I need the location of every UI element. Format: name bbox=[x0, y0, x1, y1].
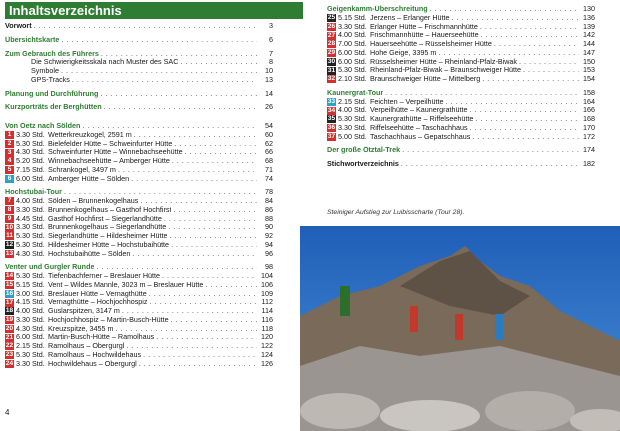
toc-entry-title: Planung und Durchführung bbox=[5, 89, 99, 98]
toc-page-number: 14 bbox=[265, 88, 273, 98]
tour-title: Amberger Hütte – Sölden bbox=[48, 174, 130, 183]
dot-leader bbox=[523, 66, 579, 75]
tour-duration: 5.30 Std. bbox=[338, 65, 367, 75]
tour-duration: 5.15 Std. bbox=[16, 279, 45, 289]
tour-number-badge: 14 bbox=[5, 272, 14, 280]
toc-page-number: 84 bbox=[265, 196, 273, 205]
tour-number-badge: 19 bbox=[5, 316, 14, 324]
tour-title: Verpeilhütte – Kaunergrathütte bbox=[370, 106, 468, 115]
tour-duration: 4.30 Std. bbox=[16, 248, 45, 258]
toc-entry[interactable] bbox=[5, 76, 273, 85]
toc-entry[interactable] bbox=[5, 360, 273, 369]
tour-title: Taschachhaus – Gepatschhaus bbox=[370, 132, 471, 141]
dot-leader bbox=[104, 103, 257, 112]
tour-title: Erlanger Hütte – Frischmannhütte bbox=[370, 22, 478, 31]
tour-title: Rüsselsheimer Hütte – Rheinland-Pfalz-Biwak bbox=[370, 57, 518, 66]
toc-page-number: 182 bbox=[583, 159, 595, 168]
toc-entry[interactable] bbox=[5, 325, 273, 334]
toc-entry-title: Von Oetz nach Sölden bbox=[5, 122, 81, 130]
tour-duration: 6.00 Std. bbox=[16, 173, 45, 183]
toc-entry-title: Zum Gebrauch des Führers bbox=[5, 49, 99, 58]
dot-leader bbox=[171, 241, 257, 250]
toc-page-number: 120 bbox=[261, 332, 273, 342]
tour-number-badge: 31 bbox=[327, 66, 336, 74]
toc-entry-title: Übersichtskarte bbox=[5, 35, 60, 44]
tour-number-badge: 32 bbox=[327, 75, 336, 83]
toc-page-number: 71 bbox=[265, 164, 273, 174]
toc-entry[interactable] bbox=[327, 14, 595, 23]
toc-entry[interactable] bbox=[5, 166, 273, 175]
tour-number-badge: 34 bbox=[327, 106, 336, 114]
toc-entry[interactable] bbox=[5, 316, 273, 325]
tour-number-badge: 36 bbox=[327, 124, 336, 132]
tour-number-badge: 28 bbox=[327, 40, 336, 48]
tour-duration: 4.00 Std. bbox=[338, 30, 367, 40]
dot-leader bbox=[173, 206, 257, 215]
tour-number-badge: 35 bbox=[327, 115, 336, 123]
toc-page-number: 170 bbox=[583, 122, 595, 132]
toc-entry[interactable] bbox=[5, 188, 273, 197]
tour-duration: 4.15 Std. bbox=[16, 297, 45, 307]
dot-leader bbox=[385, 89, 579, 98]
tour-number-badge: 7 bbox=[5, 197, 14, 205]
toc-page-number: 158 bbox=[583, 87, 595, 97]
dot-leader bbox=[61, 36, 257, 45]
toc-page-number: 153 bbox=[583, 65, 595, 75]
toc-entry[interactable] bbox=[5, 148, 273, 157]
tour-title: Ramolhaus – Hochwildehaus bbox=[48, 350, 142, 359]
toc-entry[interactable] bbox=[327, 23, 595, 32]
toc-entry[interactable] bbox=[327, 66, 595, 75]
tour-number-badge: 37 bbox=[327, 132, 336, 140]
tour-title: Hohe Geige, 3395 m bbox=[370, 48, 437, 57]
toc-page-number: 104 bbox=[261, 271, 273, 280]
toc-entry-title: Kurzporträts der Berghütten bbox=[5, 103, 102, 112]
tour-duration: 6.00 Std. bbox=[338, 56, 367, 66]
toc-entry[interactable] bbox=[5, 122, 273, 131]
toc-right-column bbox=[327, 5, 595, 169]
tour-duration: 4.00 Std. bbox=[338, 105, 367, 115]
dot-leader bbox=[82, 122, 257, 131]
dot-leader bbox=[446, 98, 579, 107]
tour-title: Kaunergrathütte – Riffelseehütte bbox=[370, 115, 474, 123]
tour-number-badge: 8 bbox=[5, 206, 14, 214]
toc-page-number: 130 bbox=[583, 4, 595, 13]
dot-leader bbox=[101, 50, 257, 59]
toc-page-number: 154 bbox=[583, 74, 595, 83]
tour-number-badge: 21 bbox=[5, 333, 14, 341]
tour-title: Vernagthütte – Hochjochhospiz bbox=[48, 298, 148, 307]
tour-number-badge: 6 bbox=[5, 175, 14, 183]
toc-entry[interactable] bbox=[5, 22, 273, 31]
toc-entry-title: Kaunergrat-Tour bbox=[327, 88, 384, 97]
toc-entry[interactable] bbox=[5, 90, 273, 99]
tour-duration: 7.15 Std. bbox=[16, 164, 45, 174]
dot-leader bbox=[164, 215, 257, 224]
tour-title: Schweinfurter Hütte – Winnebachseehütte bbox=[48, 148, 183, 157]
toc-page-number: 172 bbox=[583, 131, 595, 141]
tour-number-badge: 17 bbox=[5, 298, 14, 306]
tour-duration: 7.00 Std. bbox=[338, 39, 367, 48]
tour-title: Rheinland-Pfalz-Biwak – Braunschweiger Hütte bbox=[370, 66, 522, 75]
tour-duration: 3.30 Std. bbox=[16, 222, 45, 232]
toc-page-number: 8 bbox=[269, 57, 273, 67]
dot-leader bbox=[134, 131, 257, 140]
toc-entry[interactable] bbox=[5, 281, 273, 290]
toc-entry[interactable] bbox=[5, 131, 273, 140]
toc-entry[interactable] bbox=[5, 351, 273, 360]
dot-leader bbox=[185, 148, 257, 157]
toc-page-number: 60 bbox=[265, 129, 273, 139]
tour-number-badge: 20 bbox=[5, 324, 14, 332]
tour-number-badge: 9 bbox=[5, 215, 14, 223]
toc-entry[interactable] bbox=[5, 206, 273, 215]
toc-page-number: 136 bbox=[583, 12, 595, 22]
page-number: 4 bbox=[5, 408, 10, 417]
tour-number-badge: 11 bbox=[6, 232, 13, 240]
dot-leader bbox=[150, 298, 258, 307]
mountain-photo bbox=[300, 226, 620, 431]
tour-duration: 5.30 Std. bbox=[16, 231, 45, 240]
tour-duration: 5.30 Std. bbox=[16, 271, 45, 280]
dot-leader bbox=[470, 106, 579, 115]
toc-entry[interactable] bbox=[5, 298, 273, 307]
toc-page-number: 68 bbox=[265, 156, 273, 165]
dot-leader bbox=[174, 140, 257, 149]
toc-entry[interactable] bbox=[327, 31, 595, 40]
toc-page-number: 66 bbox=[265, 147, 273, 157]
tour-number-badge: 4 bbox=[5, 157, 14, 165]
tour-title: Hochwildehaus – Obergurgl bbox=[48, 359, 137, 368]
tour-duration: 4.00 Std. bbox=[16, 306, 45, 315]
toc-entry[interactable] bbox=[5, 175, 273, 184]
tour-number-badge: 18 bbox=[5, 307, 14, 315]
tour-number-badge: 16 bbox=[5, 289, 14, 297]
tour-number-badge: 26 bbox=[327, 22, 336, 30]
tour-title: Braunschweiger Hütte – Mittelberg bbox=[370, 75, 481, 83]
dot-leader bbox=[438, 49, 579, 58]
dot-leader bbox=[122, 307, 257, 316]
toc-page-number: 86 bbox=[265, 204, 273, 214]
dot-leader bbox=[118, 166, 257, 175]
tour-duration: 3.30 Std. bbox=[16, 358, 45, 368]
dot-leader bbox=[482, 75, 579, 84]
dot-leader bbox=[205, 281, 257, 290]
tour-title: Jerzens – Erlanger Hütte bbox=[370, 13, 450, 22]
tour-title: Vent – Wildes Mannle, 3023 m – Breslauer Hütte bbox=[48, 280, 204, 289]
tour-title: Winnebachseehütte – Amberger Hütte bbox=[48, 157, 170, 165]
toc-page-number: 124 bbox=[261, 349, 273, 359]
dot-leader bbox=[475, 115, 579, 124]
toc-page-number: 98 bbox=[265, 262, 273, 272]
toc-page-number: 164 bbox=[583, 96, 595, 106]
dot-leader bbox=[34, 22, 257, 31]
toc-page-number: 96 bbox=[265, 248, 273, 258]
tour-duration: 4.45 Std. bbox=[16, 213, 45, 223]
toc-entry[interactable] bbox=[5, 241, 273, 250]
dot-leader bbox=[116, 325, 257, 334]
tour-title: Schrankogel, 3497 m bbox=[48, 165, 116, 174]
toc-page-number: 78 bbox=[265, 187, 273, 197]
tour-duration: 6.00 Std. bbox=[16, 332, 45, 342]
toc-entry[interactable] bbox=[327, 146, 595, 155]
toc-entry-title: Vorwort bbox=[5, 22, 32, 30]
tour-duration: 3.30 Std. bbox=[16, 129, 45, 139]
dot-leader bbox=[149, 290, 257, 299]
toc-entry[interactable] bbox=[5, 50, 273, 59]
photo-caption: Steiniger Aufstieg zur Luibisscharte (Tour 28). bbox=[327, 209, 465, 216]
tour-number-badge: 22 bbox=[5, 342, 14, 350]
dot-leader bbox=[126, 342, 257, 351]
toc-page-number: 74 bbox=[265, 173, 273, 183]
tour-duration: 3.30 Std. bbox=[338, 21, 367, 31]
tour-duration: 2.15 Std. bbox=[16, 341, 45, 350]
tour-title: Ramolhaus – Obergurgl bbox=[48, 342, 125, 350]
page-title: Inhaltsverzeichnis bbox=[5, 2, 303, 19]
tour-title: Siegerlandhütte – Hildesheimer Hütte bbox=[48, 232, 168, 240]
toc-entry-title: Venter und Gurgler Runde bbox=[5, 263, 95, 272]
toc-page-number: 6 bbox=[269, 34, 273, 44]
tour-title: Hochjochhospiz – Martin-Busch-Hütte bbox=[48, 315, 169, 324]
toc-entry[interactable] bbox=[5, 307, 273, 316]
tour-title: Martin-Busch-Hütte – Ramolhaus bbox=[48, 333, 155, 342]
tour-number-badge: 24 bbox=[5, 359, 14, 367]
dot-leader bbox=[132, 250, 257, 259]
dot-leader bbox=[480, 23, 579, 32]
toc-entry[interactable] bbox=[5, 290, 273, 299]
tour-number-badge: 12 bbox=[5, 241, 14, 249]
toc-entry[interactable] bbox=[5, 272, 273, 281]
toc-page-number: 3 bbox=[269, 21, 273, 30]
toc-page-number: 126 bbox=[261, 358, 273, 368]
toc-page-number: 90 bbox=[265, 222, 273, 232]
tour-number-badge: 2 bbox=[5, 140, 14, 148]
toc-entry[interactable] bbox=[5, 342, 273, 351]
toc-entry[interactable] bbox=[5, 197, 273, 206]
toc-entry[interactable] bbox=[5, 215, 273, 224]
toc-page-number: 116 bbox=[261, 314, 273, 324]
tour-title: Tiefenbachferner – Breslauer Hütte bbox=[48, 272, 160, 280]
tour-number-badge: 13 bbox=[5, 249, 14, 257]
tour-duration: 6.00 Std. bbox=[338, 47, 367, 57]
toc-entry[interactable] bbox=[327, 75, 595, 84]
dot-leader bbox=[61, 67, 257, 76]
toc-page-number: 109 bbox=[261, 288, 273, 298]
tour-number-badge: 3 bbox=[5, 149, 14, 157]
tour-title: Hauerseehütte – Rüsselsheimer Hütte bbox=[370, 40, 492, 48]
tour-title: Feichten – Verpeilhütte bbox=[370, 97, 444, 106]
toc-page-number: 106 bbox=[261, 279, 273, 289]
tour-duration: 5.30 Std. bbox=[16, 349, 45, 359]
tour-duration: 3.00 Std. bbox=[16, 288, 45, 298]
toc-entry-title: Symbole bbox=[31, 67, 59, 75]
toc-entry[interactable] bbox=[5, 103, 273, 112]
toc-page-number: 7 bbox=[269, 48, 273, 58]
dot-leader bbox=[131, 175, 257, 184]
toc-page-number: 88 bbox=[265, 213, 273, 223]
toc-entry[interactable] bbox=[5, 58, 273, 67]
tour-title: Breslauer Hütte – Vernagthütte bbox=[48, 289, 147, 298]
tour-duration: 5.00 Std. bbox=[338, 131, 367, 141]
tour-title: Riffelseehütte – Taschachhaus bbox=[370, 123, 468, 132]
dot-leader bbox=[402, 146, 579, 155]
tour-title: Gasthof Hochfirst – Siegerlandhütte bbox=[48, 214, 162, 223]
toc-entry[interactable] bbox=[5, 263, 273, 272]
toc-entry[interactable] bbox=[5, 250, 273, 259]
toc-page-number: 118 bbox=[261, 323, 273, 333]
toc-entry[interactable] bbox=[327, 133, 595, 142]
dot-leader bbox=[96, 263, 257, 272]
toc-entry-title: GPS-Tracks bbox=[31, 75, 70, 84]
toc-page-number: 142 bbox=[583, 30, 595, 40]
toc-entry-title: Stichwortverzeichnis bbox=[327, 160, 399, 168]
tour-title: Hochstubaihütte – Sölden bbox=[48, 249, 131, 258]
tour-duration: 5.15 Std. bbox=[338, 12, 367, 22]
tour-number-badge: 10 bbox=[5, 223, 14, 231]
toc-page-number: 122 bbox=[261, 341, 273, 350]
dot-leader bbox=[180, 58, 257, 67]
tour-duration: 5.30 Std. bbox=[16, 138, 45, 148]
dot-leader bbox=[430, 5, 579, 14]
toc-page-number: 144 bbox=[583, 39, 595, 48]
dot-leader bbox=[401, 160, 579, 169]
tour-duration: 3.30 Std. bbox=[338, 122, 367, 132]
toc-entry[interactable] bbox=[5, 67, 273, 76]
tour-duration: 4.30 Std. bbox=[16, 323, 45, 333]
toc-entry[interactable] bbox=[327, 40, 595, 49]
tour-duration: 3.30 Std. bbox=[16, 204, 45, 214]
dot-leader bbox=[470, 124, 579, 133]
dot-leader bbox=[169, 232, 257, 241]
dot-leader bbox=[139, 360, 257, 369]
toc-page-number: 150 bbox=[583, 56, 595, 66]
tour-title: Guslarspitzen, 3147 m bbox=[48, 307, 120, 315]
tour-title: Hildesheimer Hütte – Hochstubaihütte bbox=[48, 240, 170, 249]
toc-page-number: 112 bbox=[261, 297, 273, 307]
toc-entry[interactable] bbox=[5, 232, 273, 241]
toc-entry[interactable] bbox=[327, 5, 595, 14]
dot-leader bbox=[140, 197, 257, 206]
dot-leader bbox=[452, 14, 579, 23]
dot-leader bbox=[100, 90, 257, 99]
toc-entry-title: Geigenkamm-Überschreitung bbox=[327, 5, 428, 13]
tour-duration: 4.30 Std. bbox=[16, 147, 45, 157]
tour-number-badge: 27 bbox=[327, 31, 336, 39]
toc-page-number: 54 bbox=[265, 121, 273, 130]
toc-entry[interactable] bbox=[327, 58, 595, 67]
toc-entry[interactable] bbox=[327, 49, 595, 58]
dot-leader bbox=[168, 223, 257, 232]
toc-entry-title: Der große Ötztal-Trek bbox=[327, 146, 401, 155]
toc-entry[interactable] bbox=[5, 140, 273, 149]
toc-page-number: 114 bbox=[261, 306, 273, 315]
toc-left-column bbox=[5, 22, 273, 368]
tour-title: Bielefelder Hütte – Schweinfurter Hütte bbox=[48, 139, 173, 148]
toc-page-number: 13 bbox=[265, 74, 273, 84]
dot-leader bbox=[494, 40, 579, 49]
toc-page-number: 168 bbox=[583, 114, 595, 123]
toc-entry[interactable] bbox=[327, 124, 595, 133]
dot-leader bbox=[156, 333, 257, 342]
tour-title: Wetterkreuzkogel, 2591 m bbox=[48, 130, 132, 139]
tour-title: Brunnenkogelhaus – Siegerlandhütte bbox=[48, 223, 167, 232]
tour-duration: 2.10 Std. bbox=[338, 74, 367, 83]
toc-page-number: 94 bbox=[265, 239, 273, 249]
dot-leader bbox=[481, 31, 579, 40]
dot-leader bbox=[171, 316, 257, 325]
toc-entry[interactable] bbox=[327, 160, 595, 169]
dot-leader bbox=[162, 272, 257, 281]
dot-leader bbox=[172, 157, 257, 166]
toc-page-number: 139 bbox=[583, 21, 595, 31]
toc-page-number: 166 bbox=[583, 105, 595, 115]
tour-number-badge: 29 bbox=[327, 49, 336, 57]
toc-page-number: 92 bbox=[265, 231, 273, 240]
toc-entry-title: Die Schwierigkeitsskala nach Muster des SAC bbox=[31, 58, 179, 67]
tour-number-badge: 33 bbox=[327, 97, 336, 105]
tour-number-badge: 30 bbox=[327, 57, 336, 65]
toc-entry[interactable] bbox=[5, 333, 273, 342]
tour-duration: 3.30 Std. bbox=[16, 314, 45, 324]
dot-leader bbox=[472, 133, 579, 142]
tour-number-badge: 5 bbox=[5, 166, 14, 174]
dot-leader bbox=[72, 76, 257, 85]
tour-title: Kreuzspitze, 3455 m bbox=[48, 324, 114, 333]
tour-number-badge: 23 bbox=[5, 351, 14, 359]
tour-title: Frischmannhütte – Hauerseehütte bbox=[370, 31, 479, 40]
toc-page-number: 26 bbox=[265, 102, 273, 112]
toc-entry[interactable] bbox=[327, 106, 595, 115]
toc-entry[interactable] bbox=[5, 157, 273, 166]
tour-duration: 4.00 Std. bbox=[16, 196, 45, 205]
toc-entry[interactable] bbox=[5, 36, 273, 45]
toc-entry-title: Hochstubai-Tour bbox=[5, 188, 62, 197]
toc-entry[interactable] bbox=[327, 89, 595, 98]
tour-number-badge: 15 bbox=[5, 281, 14, 289]
toc-entry[interactable] bbox=[5, 223, 273, 232]
tour-duration: 5.30 Std. bbox=[338, 114, 367, 123]
tour-title: Sölden – Brunnenkogelhaus bbox=[48, 197, 139, 205]
toc-page-number: 147 bbox=[583, 47, 595, 57]
dot-leader bbox=[519, 58, 579, 67]
tour-number-badge: 25 bbox=[327, 14, 336, 22]
tour-duration: 2.15 Std. bbox=[338, 96, 367, 106]
toc-page-number: 62 bbox=[265, 138, 273, 148]
toc-page-number: 10 bbox=[265, 66, 273, 75]
dot-leader bbox=[64, 188, 257, 197]
toc-page-number: 174 bbox=[583, 145, 595, 155]
tour-title: Brunnenkogelhaus – Gasthof Hochfirst bbox=[48, 205, 172, 214]
toc-entry[interactable] bbox=[327, 115, 595, 124]
tour-number-badge: 1 bbox=[5, 131, 14, 139]
toc-entry[interactable] bbox=[327, 98, 595, 107]
tour-duration: 5.20 Std. bbox=[16, 156, 45, 165]
dot-leader bbox=[143, 351, 257, 360]
tour-duration: 5.30 Std. bbox=[16, 239, 45, 249]
